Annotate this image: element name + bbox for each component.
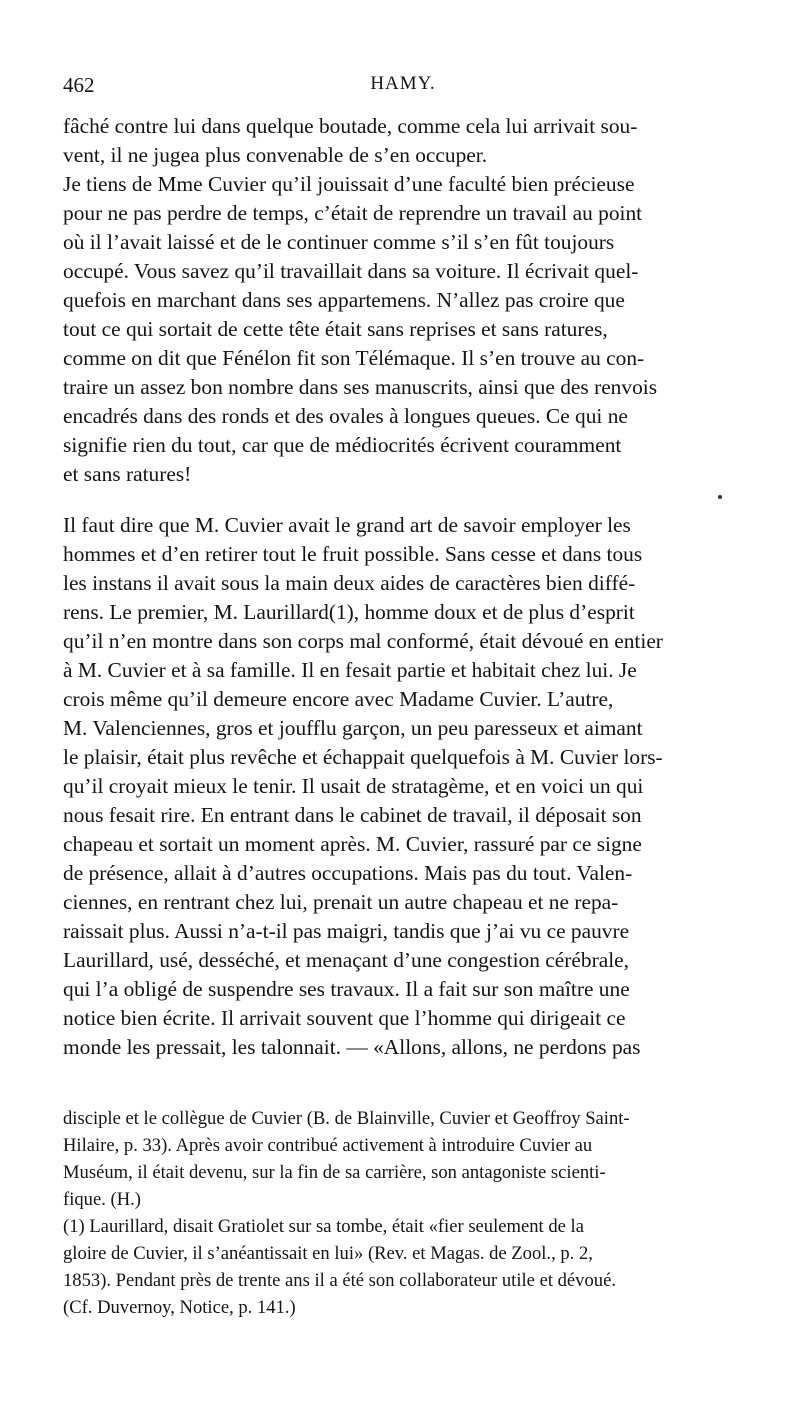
text-line: et sans ratures! xyxy=(63,462,192,486)
text-line: qu’il n’en montre dans son corps mal conformé, était dévoué en entier xyxy=(63,629,663,653)
footnote-line: 1853). Pendant près de trente ans il a été son collaborateur utile et dévoué. xyxy=(63,1270,616,1291)
paragraph-gap xyxy=(63,489,751,511)
text-line: le plaisir, était plus revêche et échappait quelquefois à M. Cuvier lors- xyxy=(63,745,663,769)
text-line: qu’il croyait mieux le tenir. Il usait de stratagème, et en voici un qui xyxy=(63,774,644,798)
text-line: comme on dit que Fénélon fit son Télémaque. Il s’en trouve au con- xyxy=(63,346,645,370)
stray-mark xyxy=(718,495,722,499)
page-header xyxy=(63,73,743,101)
text-line: rens. Le premier, M. Laurillard(1), homme doux et de plus d’esprit xyxy=(63,600,635,624)
footnotes xyxy=(63,1105,751,1321)
footnote-line: (Cf. Duvernoy, Notice, p. 141.) xyxy=(63,1297,296,1318)
text-line: chapeau et sortait un moment après. M. Cuvier, rassuré par ce signe xyxy=(63,832,642,856)
text-line: quefois en marchant dans ses appartemens. N’allez pas croire que xyxy=(63,288,625,312)
text-line: Laurillard, usé, desséché, et menaçant d’une congestion cérébrale, xyxy=(63,948,629,972)
text-line: crois même qu’il demeure encore avec Madame Cuvier. L’autre, xyxy=(63,687,614,711)
text-line: traire un assez bon nombre dans ses manuscrits, ainsi que des renvois xyxy=(63,375,658,399)
text-line: tout ce qui sortait de cette tête était sans reprises et sans ratures, xyxy=(63,317,608,341)
text-line: où il l’avait laissé et de le continuer comme s’il s’en fût toujours xyxy=(63,230,615,254)
text-line: fâché contre lui dans quelque boutade, comme cela lui arrivait sou- xyxy=(63,114,638,138)
footnote-line: disciple et le collègue de Cuvier (B. de Blainville, Cuvier et Geoffroy Saint- xyxy=(63,1108,630,1129)
footnote-line: gloire de Cuvier, il s’anéantissait en lui» (Rev. et Magas. de Zool., p. 2, xyxy=(63,1243,593,1264)
text-line: monde les pressait, les talonnait. — «Allons, allons, ne perdons pas xyxy=(63,1035,641,1059)
text-line: encadrés dans des ronds et des ovales à longues queues. Ce qui ne xyxy=(63,404,628,428)
footnote-line: (1) Laurillard, disait Gratiolet sur sa tombe, était «fier seulement de la xyxy=(63,1216,584,1237)
text-line: qui l’a obligé de suspendre ses travaux. Il a fait sur son maître une xyxy=(63,977,630,1001)
text-line: Je tiens de Mme Cuvier qu’il jouissait d’une faculté bien précieuse xyxy=(63,172,635,196)
text-line: occupé. Vous savez qu’il travaillait dans sa voiture. Il écrivait quel- xyxy=(63,259,639,283)
running-head: HAMY. xyxy=(370,73,436,94)
text-line: raissait plus. Aussi n’a-t-il pas maigri, tandis que j’ai vu ce pauvre xyxy=(63,919,630,943)
text-line: ciennes, en rentrant chez lui, prenait un autre chapeau et ne repa- xyxy=(63,890,619,914)
text-line: nous fesait rire. En entrant dans le cabinet de travail, il déposait son xyxy=(63,803,642,827)
text-line: les instans il avait sous la main deux aides de caractères bien diffé- xyxy=(63,571,636,595)
text-line: Il faut dire que M. Cuvier avait le grand art de savoir employer les xyxy=(63,513,631,537)
text-line: de présence, allait à d’autres occupations. Mais pas du tout. Valen- xyxy=(63,861,633,885)
text-line: vent, il ne jugea plus convenable de s’en occuper. xyxy=(63,143,488,167)
footnote-line: fique. (H.) xyxy=(63,1189,141,1210)
text-line: hommes et d’en retirer tout le fruit possible. Sans cesse et dans tous xyxy=(63,542,643,566)
text-line: M. Valenciennes, gros et joufflu garçon, un peu paresseux et aimant xyxy=(63,716,643,740)
text-line: notice bien écrite. Il arrivait souvent que l’homme qui dirigeait ce xyxy=(63,1006,626,1030)
text-line: pour ne pas perdre de temps, c’était de reprendre un travail au point xyxy=(63,201,643,225)
main-text xyxy=(63,112,751,1062)
footnote-line: Hilaire, p. 33). Après avoir contribué activement à introduire Cuvier au xyxy=(63,1135,593,1156)
page-number: 462 xyxy=(63,73,95,97)
text-line: à M. Cuvier et à sa famille. Il en fesait partie et habitait chez lui. Je xyxy=(63,658,637,682)
text-line: signifie rien du tout, car que de médiocrités écrivent couramment xyxy=(63,433,622,457)
footnote-line: Muséum, il était devenu, sur la fin de sa carrière, son antagoniste scienti- xyxy=(63,1162,606,1183)
